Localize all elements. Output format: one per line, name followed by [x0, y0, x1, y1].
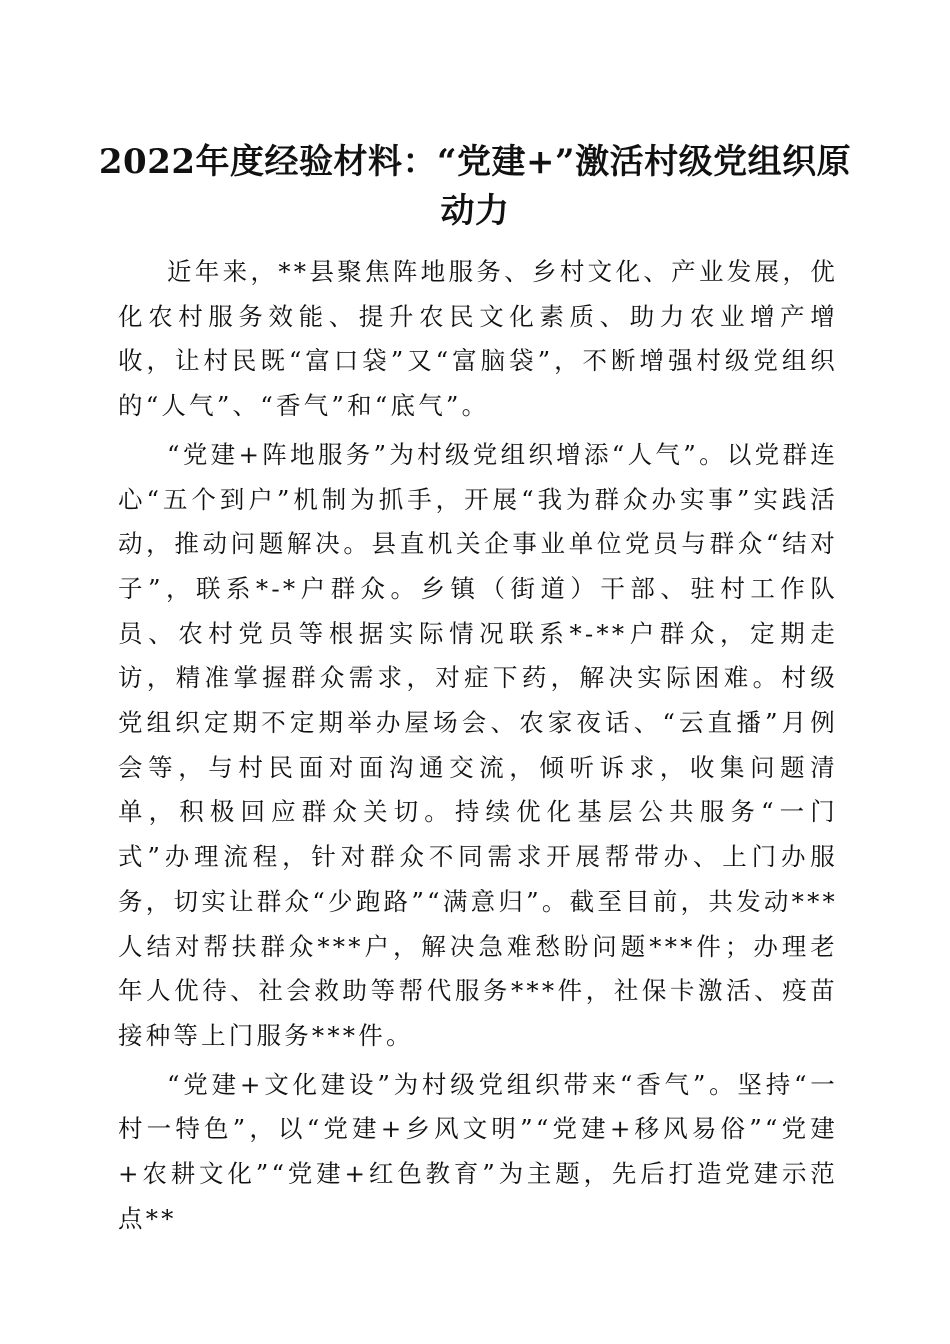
paragraph-position-service: “党建+阵地服务”为村级党组织增添“人气”。以党群连心“五个到户”机制为抓手，开展“我为群众办实事”实践活动，推动问题解决。县直机关企事业单位党员与群众“结对子”，联系*-*户群众。乡镇（街道）干部、驻村工作队员、农村党员等根据实际情况联系*-**户群众，定期走访，精准掌握群众需求，对症下药，解决实际困难。村级党组织定期不定期举办屋场会、农家夜话、“云直播”月例会等，与村民面对面沟通交流，倾听诉求，收集问题清单，积极回应群众关切。持续优化基层公共服务“一门式”办理流程，针对群众不同需求开展帮带办、上门办服务，切实让群众“少跑路”“满意归”。截至目前，共发动***人结对帮扶群众***户，解决急难愁盼问题***件；办理老年人优待、社会救助等帮代服务***件，社保卡激活、疫苗接种等上门服务***件。: [118, 439, 838, 1050]
document-title: 2022年度经验材料：“党建+”激活村级党组织原动力: [98, 142, 852, 231]
document-body: [118, 250, 838, 1245]
paragraph-culture-building: “党建+文化建设”为村级党组织带来“香气”。坚持“一村一特色”，以“党建+乡风文明”“党建+移风易俗”“党建+农耕文化”“党建+红色教育”为主题，先后打造党建示范点**: [118, 1069, 838, 1233]
paragraph-intro: 近年来，**县聚焦阵地服务、乡村文化、产业发展，优化农村服务效能、提升农民文化素质、助力农业增产增收，让村民既“富口袋”又“富脑袋”，不断增强村级党组织的“人气”、“香气”和“底气”。: [118, 257, 838, 421]
